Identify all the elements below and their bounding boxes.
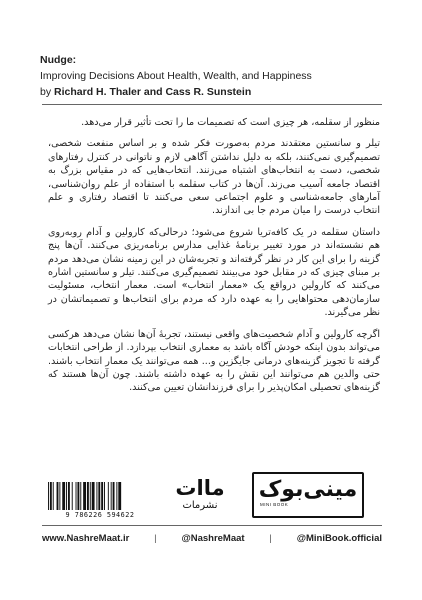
barcode-bar (50, 482, 52, 510)
barcode-bar (96, 482, 97, 510)
barcode-bar (66, 482, 67, 510)
barcode-bar (62, 482, 65, 510)
barcode-bar (111, 482, 112, 510)
barcode-bar (87, 482, 89, 510)
barcode-bar (53, 482, 54, 510)
blurb-paragraph: داستان سقلمه در یک کافه‌تریا شروع می‌شود؛ درحالی‌که کارولین و آدام روبه‌روی هم نشسته‌اند در مورد تغییر برنامهٔ غذایی مدارس برنامه‌ریزی می‌کنند. آن‌ها پنج گزینه را برای این کار در نظر گرفته‌اند و تجربه‌شان در این زمینه نشان می‌دهد مردم بر مبنای چیزی که در مقابل خود می‌بینند تصمیم‌گیری می‌کنند. تیلر و سانستین اشاره می‌کنند که کارولین درواقع یک «معمار انتخاب» است. معمار انتخاب، مسئولیت سازمان‌دهی محتواهایی را به عهده دارد که مردم برای انتخاب‌ها و تصمیماتشان در نظر می‌گیرند. (48, 226, 380, 319)
instagram-publisher[interactable]: @NashreMaat (181, 533, 245, 544)
series-logo-tag: MINI BOOK (260, 502, 289, 507)
book-title: Nudge: (40, 54, 77, 66)
blurb-paragraph: تیلر و سانستین معتقدند مردم به‌صورت فکر شده و بر اساس منفعت شخصی، تصمیم‌گیری نمی‌کنند، بلکه به دلیل نداشتن آگاهی لازم و ناتوانی در کنترل رفتارهای شخصی، دست به انتخاب‌های اشتباه می‌زنند. انتخاب‌هایی که در مقیاس بزرگ به اقتصاد جامعه آسیب می‌زند. آن‌ها در کتاب سقلمه با استفاده از علم روان‌شناسی، آمارهای جامعه‌شناسی و علوم اجتماعی سعی می‌کنند تا اقتصاد رفتاری و علم انتخاب درست را میان مردم جا بی اندازند. (48, 138, 380, 217)
book-authors-line (40, 84, 400, 100)
footer-separator: | (269, 533, 272, 544)
barcode-bar (48, 482, 49, 510)
barcode-bar (92, 482, 95, 510)
barcode-bar (98, 482, 100, 510)
barcode-bar (77, 482, 79, 510)
barcode-bar (108, 482, 109, 510)
barcode-bar (80, 482, 81, 510)
blurb-paragraph: اگرچه کارولین و آدام شخصیت‌های واقعی نیستند، تجربهٔ آن‌ها نشان می‌دهد هرکسی می‌تواند بدون اینکه خودش آگاه باشد به معماری انتخاب بپردازد. از طراحی انتخابات گرفته تا تجویز گزینه‌های درمانی جایگزین و... همه می‌توانند یک معمار انتخاب باشند. حتی والدین هم می‌توانند این نقش را به عهده داشته باشند. چون آن‌ها هستند که گزینه‌های تحصیلی امکان‌پذیر را برای فرزندانشان تعیین می‌کنند. (48, 328, 380, 394)
barcode-digits: 9 786226 594622 (65, 511, 135, 519)
barcode-bar (116, 482, 117, 510)
by-prefix: by (40, 86, 52, 98)
barcode-bars (46, 482, 154, 510)
barcode-bar (57, 482, 59, 510)
bottom-divider (42, 525, 382, 526)
publisher-logo (168, 476, 232, 518)
barcode-bar (72, 482, 73, 510)
barcode-bar (113, 482, 115, 510)
barcode-bar (101, 482, 103, 510)
barcode-bar (90, 482, 91, 510)
instagram-series[interactable]: @MiniBook.official (296, 533, 382, 544)
isbn-barcode (46, 482, 154, 520)
barcode-bar (68, 482, 70, 510)
barcode-bar (83, 482, 86, 510)
logo-row (0, 472, 422, 522)
top-divider (42, 104, 382, 105)
series-logo-name: مینی‌بوک (258, 477, 358, 502)
blurb-paragraph: منظور از سقلمه، هر چیزی است که تصمیمات ما را تحت تأثیر قرار می‌دهد. (81, 117, 380, 128)
website-link[interactable]: www.NashreMaat.ir (42, 533, 130, 544)
book-authors: Richard H. Thaler and Cass R. Sunstein (54, 86, 252, 98)
publisher-logo-name: نشرمات (182, 500, 218, 511)
publisher-logo-mark: ماات (175, 476, 225, 500)
book-title-block (40, 52, 400, 100)
footer-separator: | (154, 533, 157, 544)
barcode-bar (118, 482, 121, 510)
barcode-bar (76, 482, 77, 510)
series-logo (252, 472, 364, 518)
footer-links (42, 533, 382, 544)
barcode-bar (59, 482, 60, 510)
barcode-bar (104, 482, 105, 510)
blurb-text (48, 116, 380, 403)
book-subtitle: Improving Decisions About Health, Wealth, and Happiness (40, 70, 312, 82)
